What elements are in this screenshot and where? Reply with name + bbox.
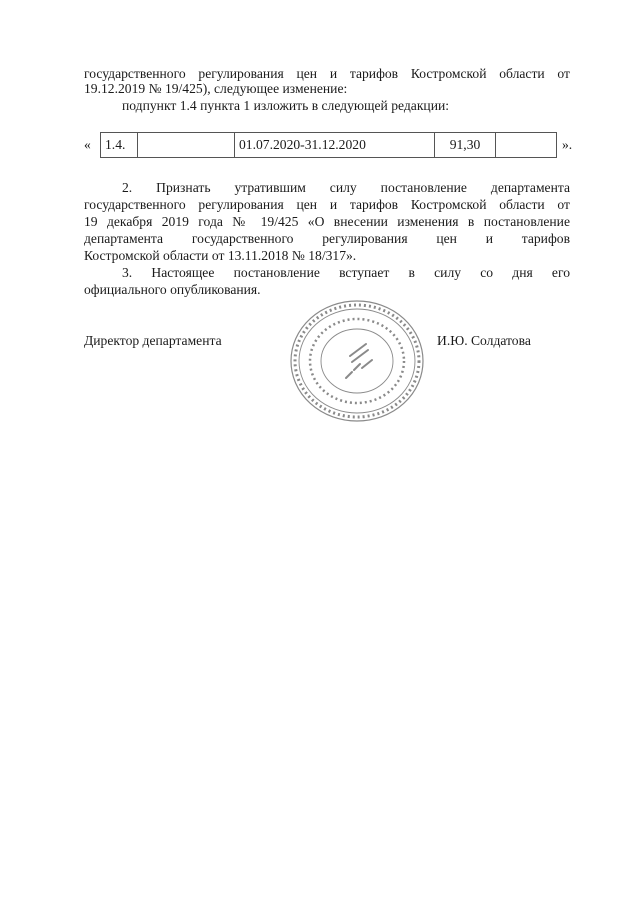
signatory-name: И.Ю. Солдатова: [437, 333, 531, 348]
para2-line2: государственного регулирования цен и тарифов Костромской области от: [84, 197, 570, 212]
tariff-table: [100, 132, 557, 158]
para2-line5: Костромской области от 13.11.2018 № 18/317».: [84, 248, 357, 263]
cell-empty-1: [138, 133, 235, 158]
official-seal-stamp: [288, 298, 426, 424]
signatory-position: Директор департамента: [84, 333, 222, 348]
para1-line3: подпункт 1.4 пункта 1 изложить в следующей редакции:: [122, 98, 450, 113]
cell-period: 01.07.2020-31.12.2020: [235, 133, 435, 158]
cell-number: 1.4.: [101, 133, 138, 158]
para2-line4: департамента государственного регулирования цен и тарифов: [84, 231, 570, 246]
tariff-table-row: [84, 132, 584, 158]
open-quote: «: [84, 137, 91, 152]
para2-line3: 19 декабря 2019 года № 19/425 «О внесении изменения в постановление: [84, 214, 570, 229]
para1-line1: государственного регулирования цен и тарифов Костромской области от: [84, 66, 570, 81]
cell-value: 91,30: [435, 133, 496, 158]
para3-line1: 3. Настоящее постановление вступает в силу со дня его: [122, 265, 570, 280]
close-quote: ».: [562, 137, 573, 152]
cell-empty-2: [496, 133, 557, 158]
para1-line2: 19.12.2019 № 19/425), следующее изменение:: [84, 81, 348, 96]
para2-line1: 2. Признать утратившим силу постановление департамента: [122, 180, 570, 195]
para3-line2: официального опубликования.: [84, 282, 261, 297]
